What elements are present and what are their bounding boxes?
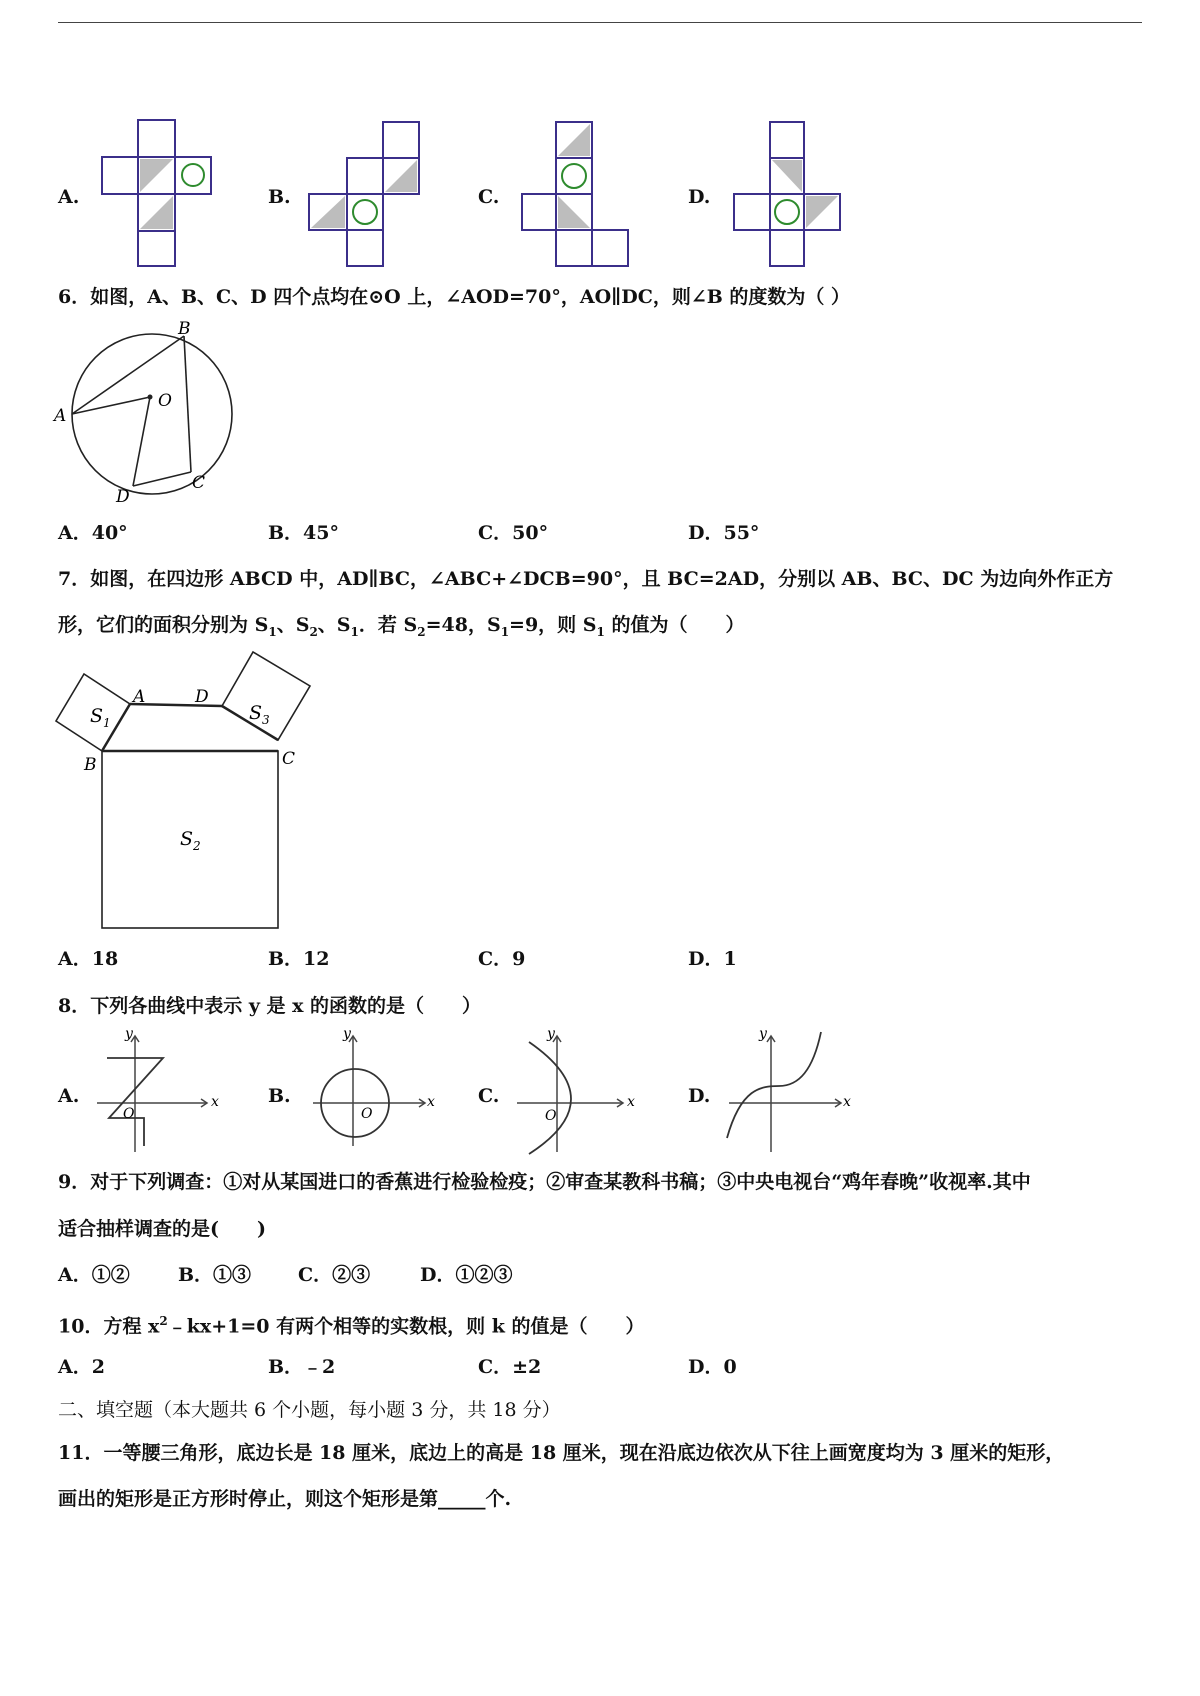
q7-option-d: D．1 [688, 948, 737, 970]
function-curve [727, 1032, 821, 1138]
q7-option-c: C．9 [478, 948, 526, 970]
q5-option-c-label: C. [478, 186, 500, 208]
point-label-d: D [116, 487, 130, 507]
point-label-b: B [178, 319, 191, 339]
function-curve [529, 1042, 571, 1154]
q7-option-b: B．12 [268, 948, 330, 970]
point-label-c: C [192, 473, 206, 493]
q6-circle-figure [54, 319, 244, 507]
header-rule [58, 22, 1142, 23]
q11-stem-line1: 11．一等腰三角形，底边长是 18 厘米，底边上的高是 18 厘米，现在沿底边依次从下往上画宽度均为 3 厘米的矩形， [58, 1442, 1065, 1464]
shaded-triangle [806, 196, 838, 228]
q5-option-b-label: B. [268, 186, 291, 208]
q7-stem-line2: 形，它们的面积分别为 $S_1$、$S_2$、$S_1$．若 $S_2=48$，$S_1=9$，则 $S_1$ 的值为（ ） [58, 614, 745, 639]
q9-stem-line2: 适合抽样调查的是( ) [58, 1218, 266, 1240]
q9-option-b: B．①③ [178, 1264, 252, 1286]
q8-stem: 8．下列各曲线中表示 y 是 x 的函数的是（ ） [58, 995, 482, 1017]
circle-mark [562, 164, 586, 188]
shaded-triangle [772, 160, 802, 192]
q8-option-b-label: B. [268, 1085, 291, 1107]
svg-text:O: O [361, 1106, 373, 1122]
area-label-s1: $S_1$ [90, 705, 111, 730]
shaded-triangle [311, 196, 345, 228]
svg-text:y: y [759, 1026, 767, 1042]
answer-blank[interactable]: _____ [438, 1488, 486, 1510]
q9-option-c: C．②③ [298, 1264, 371, 1286]
section-heading: 二、填空题（本大题共 6 个小题，每小题 3 分，共 18 分） [58, 1399, 561, 1421]
q11-stem-line2: 画出的矩形是正方形时停止，则这个矩形是第_____个. [58, 1488, 512, 1510]
area-label-s2: $S_2$ [180, 828, 201, 853]
svg-text:x: x [843, 1094, 851, 1110]
q6-option-b: B．45° [268, 522, 339, 544]
svg-text:y: y [125, 1026, 133, 1042]
point-label-o: O [158, 391, 172, 411]
q8-graph-c [515, 1026, 645, 1155]
q8-graph-a [95, 1026, 225, 1155]
q7-squares-figure [54, 650, 324, 935]
shaded-triangle [558, 124, 590, 156]
svg-text:x: x [211, 1094, 219, 1110]
q10-option-c: C．±2 [478, 1356, 542, 1378]
q8-option-a-label: A. [58, 1085, 80, 1107]
shaded-triangle [385, 160, 417, 192]
shaded-triangle [558, 196, 590, 228]
point-label-a: A [133, 687, 146, 707]
q10-option-a: A．2 [58, 1356, 105, 1378]
q9-stem-line1: 9．对于下列调查：①对从某国进口的香蕉进行检验检疫；②审查某教科书稿；③中央电视台“鸡年春晚”收视率.其中 [58, 1171, 1031, 1193]
shaded-triangle [140, 159, 173, 192]
area-label-s3: $S_3$ [249, 702, 270, 727]
q5-option-a-label: A. [58, 186, 80, 208]
circle-mark [775, 200, 799, 224]
q8-graph-d [725, 1026, 855, 1155]
circle-mark [353, 200, 377, 224]
q9-option-d: D．①②③ [420, 1264, 513, 1286]
svg-text:y: y [343, 1026, 351, 1042]
q8-option-d-label: D. [688, 1085, 711, 1107]
point-label-d: D [195, 687, 209, 707]
point-label-a: A [54, 406, 67, 426]
q7-stem-line1: 7．如图，在四边形 ABCD 中，AD∥BC，∠ABC+∠DCB=90°，且 BC=2AD，分别以 AB、BC、DC 为边向外作正方 [58, 568, 1114, 590]
q10-option-d: D．0 [688, 1356, 737, 1378]
point-label-b: B [84, 755, 97, 775]
q10-option-b: B．﹣2 [268, 1356, 336, 1378]
q5-net-a [100, 118, 220, 268]
svg-text:O: O [545, 1108, 557, 1124]
svg-text:O: O [123, 1106, 135, 1122]
svg-text:x: x [627, 1094, 635, 1110]
point-label-c: C [282, 749, 296, 769]
svg-text:x: x [427, 1094, 435, 1110]
q6-option-a: A．40° [58, 522, 128, 544]
q9-option-a: A．①② [58, 1264, 130, 1286]
shaded-triangle [140, 196, 173, 229]
q8-option-c-label: C. [478, 1085, 500, 1107]
q8-graph-b [305, 1026, 435, 1155]
q6-option-d: D．55° [688, 522, 760, 544]
circle-mark [182, 164, 204, 186]
q5-net-c [520, 118, 640, 268]
q5-option-d-label: D. [688, 186, 711, 208]
q6-option-c: C．50° [478, 522, 549, 544]
svg-text:y: y [547, 1026, 555, 1042]
q7-option-a: A．18 [58, 948, 119, 970]
q5-net-d [730, 118, 850, 268]
q10-stem: 10．方程 $x^2﹣kx+1=0$ 有两个相等的实数根，则 k 的值是（ ） [58, 1314, 645, 1338]
q5-net-b [305, 118, 435, 268]
q6-stem: 6．如图，A、B、C、D 四个点均在⊙O 上，∠AOD=70°，AO∥DC，则∠B 的度数为（ ） [58, 286, 851, 308]
